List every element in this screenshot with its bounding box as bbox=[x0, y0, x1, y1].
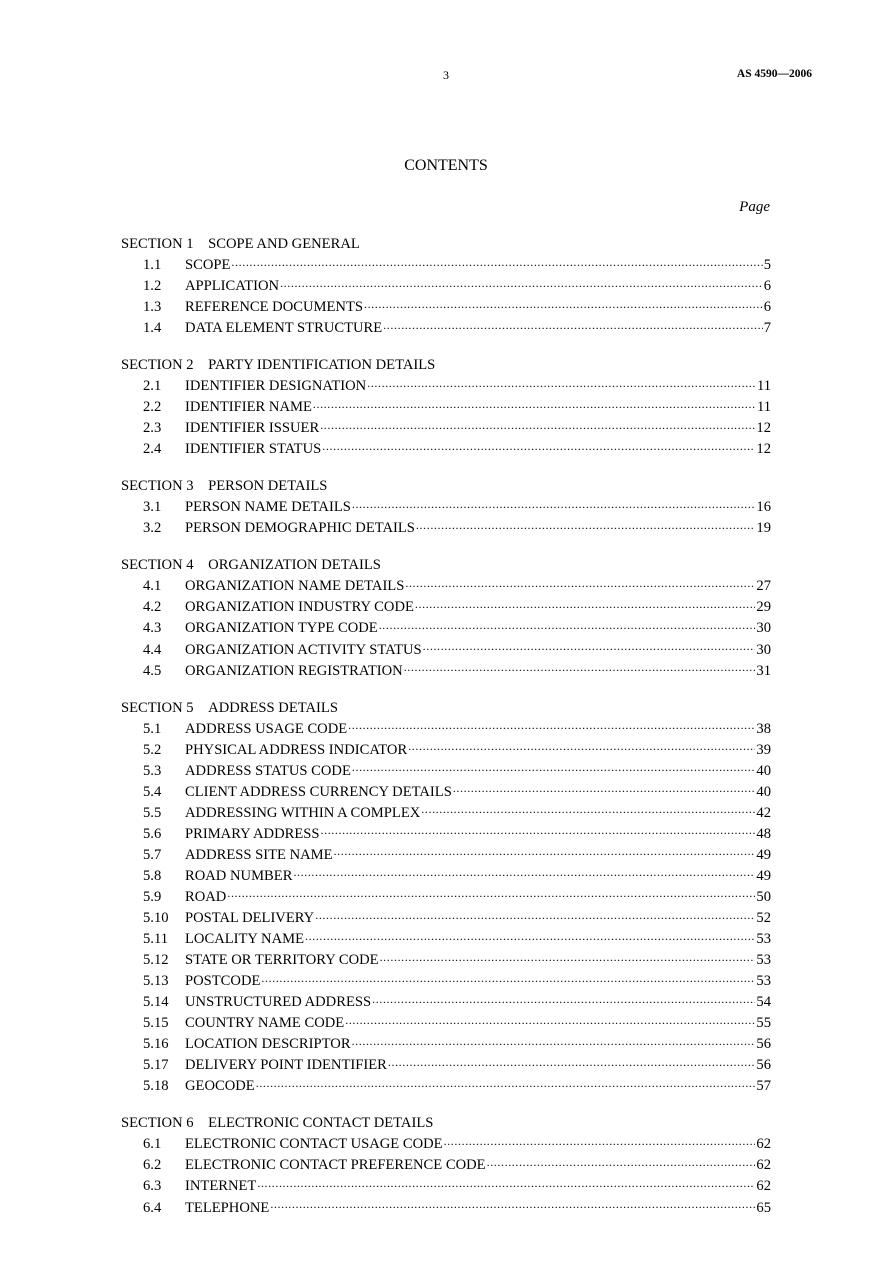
toc-entry[interactable] bbox=[121, 497, 771, 518]
dot-leader bbox=[348, 718, 755, 733]
entry-page-number: 12 bbox=[756, 420, 771, 437]
toc-entry[interactable] bbox=[121, 971, 771, 992]
toc-section bbox=[121, 235, 771, 339]
toc-entry[interactable] bbox=[121, 823, 771, 844]
entry-number: 3.2 bbox=[143, 520, 162, 537]
entry-page-number: 19 bbox=[756, 520, 771, 537]
dot-leader bbox=[315, 907, 755, 922]
entry-title: SCOPE bbox=[185, 257, 231, 274]
page-number: 3 bbox=[443, 68, 449, 82]
entry-title: UNSTRUCTURED ADDRESS bbox=[185, 994, 372, 1011]
entry-title: DATA ELEMENT STRUCTURE bbox=[185, 320, 383, 337]
toc-entry[interactable] bbox=[121, 844, 771, 865]
entry-page-number: 53 bbox=[756, 973, 771, 990]
entry-number: 2.2 bbox=[143, 399, 162, 416]
toc-entry[interactable] bbox=[121, 949, 771, 970]
toc-entry[interactable] bbox=[121, 718, 771, 739]
entry-title: INTERNET bbox=[185, 1178, 257, 1195]
entry-number: 5.4 bbox=[143, 783, 162, 800]
entry-number: 5.10 bbox=[143, 909, 169, 926]
entry-title: POSTCODE bbox=[185, 973, 261, 990]
dot-leader bbox=[364, 297, 763, 312]
dot-leader bbox=[231, 254, 762, 269]
dot-leader bbox=[334, 844, 756, 859]
entry-page-number: 11 bbox=[756, 378, 771, 395]
entry-title: LOCALITY NAME bbox=[185, 931, 305, 948]
dot-leader bbox=[227, 886, 755, 901]
entry-page-number: 52 bbox=[756, 909, 771, 926]
entry-number: 6.1 bbox=[143, 1136, 162, 1153]
toc-entry[interactable] bbox=[121, 254, 771, 275]
dot-leader bbox=[257, 1176, 755, 1191]
entry-number: 5.13 bbox=[143, 973, 169, 990]
contents-title: CONTENTS bbox=[404, 157, 488, 174]
toc-entry[interactable] bbox=[121, 760, 771, 781]
entry-page-number: 50 bbox=[756, 888, 771, 905]
entry-page-number: 12 bbox=[756, 441, 771, 458]
entry-title: ROAD bbox=[185, 888, 227, 905]
entry-page-number: 29 bbox=[756, 599, 771, 616]
entry-number: 6.2 bbox=[143, 1157, 162, 1174]
entry-title: ADDRESS STATUS CODE bbox=[185, 762, 351, 779]
toc-entry[interactable] bbox=[121, 597, 771, 618]
entry-number: 5.16 bbox=[143, 1036, 169, 1053]
dot-leader bbox=[421, 802, 755, 817]
entry-number: 5.11 bbox=[143, 931, 168, 948]
entry-page-number: 49 bbox=[756, 846, 771, 863]
toc-entry[interactable] bbox=[121, 518, 771, 539]
toc-entry[interactable] bbox=[121, 618, 771, 639]
entry-page-number: 48 bbox=[756, 825, 771, 842]
entry-title: STATE OR TERRITORY CODE bbox=[185, 952, 379, 969]
entry-number: 5.1 bbox=[143, 720, 162, 737]
entry-number: 6.3 bbox=[143, 1178, 162, 1195]
entry-title: GEOCODE bbox=[185, 1078, 255, 1095]
toc-entry[interactable] bbox=[121, 865, 771, 886]
toc-entry[interactable] bbox=[121, 928, 771, 949]
entry-page-number: 6 bbox=[763, 299, 771, 316]
toc-entry[interactable] bbox=[121, 639, 771, 660]
entry-title: ORGANIZATION ACTIVITY STATUS bbox=[185, 641, 422, 658]
toc-entry[interactable] bbox=[121, 276, 771, 297]
entry-number: 4.4 bbox=[143, 641, 162, 658]
dot-leader bbox=[416, 518, 755, 533]
section-heading[interactable]: SECTION 3 PERSON DETAILS bbox=[121, 478, 328, 495]
entry-number: 1.4 bbox=[143, 320, 162, 337]
section-heading[interactable]: SECTION 1 SCOPE AND GENERAL bbox=[121, 236, 360, 252]
entry-title: PHYSICAL ADDRESS INDICATOR bbox=[185, 741, 408, 758]
entry-page-number: 6 bbox=[763, 278, 771, 295]
entry-title: ROAD NUMBER bbox=[185, 867, 293, 884]
entry-page-number: 49 bbox=[756, 867, 771, 884]
dot-leader bbox=[320, 418, 755, 433]
entry-page-number: 27 bbox=[756, 578, 771, 595]
dot-leader bbox=[444, 1134, 756, 1149]
entry-page-number: 56 bbox=[756, 1057, 771, 1074]
toc-entry[interactable] bbox=[121, 439, 771, 460]
entry-page-number: 62 bbox=[756, 1157, 771, 1174]
entry-title: PERSON NAME DETAILS bbox=[185, 499, 351, 516]
entry-number: 2.1 bbox=[143, 378, 162, 395]
table-of-contents bbox=[121, 235, 771, 1235]
entry-title: APPLICATION bbox=[185, 278, 280, 295]
dot-leader bbox=[293, 865, 755, 880]
entry-page-number: 40 bbox=[756, 762, 771, 779]
entry-title: ADDRESSING WITHIN A COMPLEX bbox=[185, 804, 421, 821]
dot-leader bbox=[415, 597, 756, 612]
entry-number: 4.2 bbox=[143, 599, 162, 616]
document-identifier: AS 4590—2006 bbox=[736, 68, 812, 80]
entry-number: 1.3 bbox=[143, 299, 162, 316]
dot-leader bbox=[270, 1197, 755, 1212]
toc-entry[interactable] bbox=[121, 886, 771, 907]
entry-number: 4.1 bbox=[143, 578, 162, 595]
entry-page-number: 62 bbox=[756, 1178, 771, 1195]
dot-leader bbox=[423, 639, 756, 654]
entry-title: DELIVERY POINT IDENTIFIER bbox=[185, 1057, 387, 1074]
entry-title: IDENTIFIER STATUS bbox=[185, 441, 322, 458]
entry-title: CLIENT ADDRESS CURRENCY DETAILS bbox=[185, 783, 452, 800]
entry-title: REFERENCE DOCUMENTS bbox=[185, 299, 363, 316]
dot-leader bbox=[352, 1034, 756, 1049]
toc-entry[interactable] bbox=[121, 318, 771, 339]
dot-leader bbox=[408, 739, 755, 754]
toc-entry[interactable] bbox=[121, 1134, 771, 1155]
dot-leader bbox=[388, 1055, 756, 1070]
entry-title: IDENTIFIER ISSUER bbox=[185, 420, 320, 437]
toc-entry[interactable] bbox=[121, 1197, 771, 1218]
entry-title: ORGANIZATION REGISTRATION bbox=[185, 662, 403, 679]
entry-title: POSTAL DELIVERY bbox=[185, 909, 315, 926]
dot-leader bbox=[380, 949, 756, 964]
entry-number: 5.7 bbox=[143, 846, 162, 863]
entry-title: ORGANIZATION NAME DETAILS bbox=[185, 578, 405, 595]
toc-entry[interactable] bbox=[121, 739, 771, 760]
entry-title: COUNTRY NAME CODE bbox=[185, 1015, 345, 1032]
toc-section bbox=[121, 356, 771, 460]
entry-number: 4.3 bbox=[143, 620, 162, 637]
dot-leader bbox=[379, 618, 756, 633]
toc-entry[interactable] bbox=[121, 397, 771, 418]
section-heading[interactable]: SECTION 4 ORGANIZATION DETAILS bbox=[121, 557, 381, 574]
section-heading[interactable]: SECTION 6 ELECTRONIC CONTACT DETAILS bbox=[121, 1115, 434, 1132]
entry-title: PRIMARY ADDRESS bbox=[185, 825, 320, 842]
toc-entry[interactable] bbox=[121, 1034, 771, 1055]
dot-leader bbox=[322, 439, 755, 454]
entry-page-number: 55 bbox=[756, 1015, 771, 1032]
entry-number: 5.2 bbox=[143, 741, 162, 758]
entry-number: 5.17 bbox=[143, 1057, 169, 1074]
entry-title: TELEPHONE bbox=[185, 1199, 270, 1216]
entry-number: 4.5 bbox=[143, 662, 162, 679]
toc-entry[interactable] bbox=[121, 781, 771, 802]
entry-number: 1.2 bbox=[143, 278, 162, 295]
entry-number: 5.18 bbox=[143, 1078, 169, 1095]
toc-entry[interactable] bbox=[121, 660, 771, 681]
dot-leader bbox=[280, 276, 763, 291]
dot-leader bbox=[367, 376, 756, 391]
toc-entry[interactable] bbox=[121, 1013, 771, 1034]
toc-entry[interactable] bbox=[121, 1055, 771, 1076]
entry-page-number: 53 bbox=[756, 931, 771, 948]
toc-entry[interactable] bbox=[121, 1176, 771, 1197]
toc-entry[interactable] bbox=[121, 376, 771, 397]
dot-leader bbox=[372, 992, 755, 1007]
toc-entry[interactable] bbox=[121, 802, 771, 823]
section-heading[interactable]: SECTION 5 ADDRESS DETAILS bbox=[121, 699, 338, 716]
dot-leader bbox=[453, 781, 756, 796]
dot-leader bbox=[487, 1155, 756, 1170]
dot-leader bbox=[321, 823, 756, 838]
entry-number: 5.15 bbox=[143, 1015, 169, 1032]
entry-page-number: 30 bbox=[756, 620, 771, 637]
entry-page-number: 40 bbox=[756, 783, 771, 800]
entry-number: 6.4 bbox=[143, 1199, 162, 1216]
toc-entry[interactable] bbox=[121, 992, 771, 1013]
toc-entry[interactable] bbox=[121, 1155, 771, 1176]
entry-page-number: 56 bbox=[756, 1036, 771, 1053]
entry-page-number: 62 bbox=[756, 1136, 771, 1153]
dot-leader bbox=[261, 971, 755, 986]
entry-page-number: 31 bbox=[756, 662, 771, 679]
toc-entry[interactable] bbox=[121, 418, 771, 439]
entry-title: ORGANIZATION INDUSTRY CODE bbox=[185, 599, 414, 616]
entry-page-number: 11 bbox=[756, 399, 771, 416]
toc-entry[interactable] bbox=[121, 297, 771, 318]
dot-leader bbox=[352, 760, 756, 775]
toc-section bbox=[121, 477, 771, 539]
entry-number: 5.9 bbox=[143, 888, 162, 905]
toc-section bbox=[121, 556, 771, 681]
entry-number: 5.14 bbox=[143, 994, 169, 1011]
entry-number: 2.3 bbox=[143, 420, 162, 437]
toc-section bbox=[121, 1114, 771, 1218]
dot-leader bbox=[313, 397, 756, 412]
entry-number: 1.1 bbox=[143, 257, 162, 274]
entry-page-number: 57 bbox=[756, 1078, 771, 1095]
section-heading[interactable]: SECTION 2 PARTY IDENTIFICATION DETAILS bbox=[121, 357, 436, 374]
toc-entry[interactable] bbox=[121, 576, 771, 597]
dot-leader bbox=[305, 928, 755, 943]
entry-title: ADDRESS SITE NAME bbox=[185, 846, 333, 863]
entry-page-number: 42 bbox=[756, 804, 771, 821]
entry-number: 5.12 bbox=[143, 952, 169, 969]
entry-page-number: 30 bbox=[756, 641, 771, 658]
entry-page-number: 7 bbox=[763, 320, 771, 337]
entry-page-number: 53 bbox=[756, 952, 771, 969]
entry-page-number: 65 bbox=[756, 1199, 771, 1216]
toc-entry[interactable] bbox=[121, 1076, 771, 1097]
entry-title: ORGANIZATION TYPE CODE bbox=[185, 620, 378, 637]
entry-number: 5.8 bbox=[143, 867, 162, 884]
entry-number: 5.6 bbox=[143, 825, 162, 842]
entry-title: PERSON DEMOGRAPHIC DETAILS bbox=[185, 520, 415, 537]
entry-title: IDENTIFIER NAME bbox=[185, 399, 312, 416]
toc-entry[interactable] bbox=[121, 907, 771, 928]
entry-page-number: 38 bbox=[756, 720, 771, 737]
entry-page-number: 16 bbox=[756, 499, 771, 516]
entry-page-number: 39 bbox=[756, 741, 771, 758]
entry-page-number: 5 bbox=[763, 257, 771, 274]
toc-section bbox=[121, 699, 771, 1097]
dot-leader bbox=[383, 318, 763, 333]
entry-title: ELECTRONIC CONTACT PREFERENCE CODE bbox=[185, 1157, 486, 1174]
entry-number: 2.4 bbox=[143, 441, 162, 458]
dot-leader bbox=[352, 497, 756, 512]
entry-title: LOCATION DESCRIPTOR bbox=[185, 1036, 351, 1053]
page-column-label: Page bbox=[739, 199, 770, 215]
entry-title: ELECTRONIC CONTACT USAGE CODE bbox=[185, 1136, 443, 1153]
entry-number: 3.1 bbox=[143, 499, 162, 516]
dot-leader bbox=[345, 1013, 755, 1028]
entry-number: 5.5 bbox=[143, 804, 162, 821]
entry-title: ADDRESS USAGE CODE bbox=[185, 720, 348, 737]
dot-leader bbox=[405, 576, 755, 591]
entry-page-number: 54 bbox=[756, 994, 771, 1011]
dot-leader bbox=[256, 1076, 756, 1091]
dot-leader bbox=[404, 660, 756, 675]
entry-number: 5.3 bbox=[143, 762, 162, 779]
entry-title: IDENTIFIER DESIGNATION bbox=[185, 378, 367, 395]
